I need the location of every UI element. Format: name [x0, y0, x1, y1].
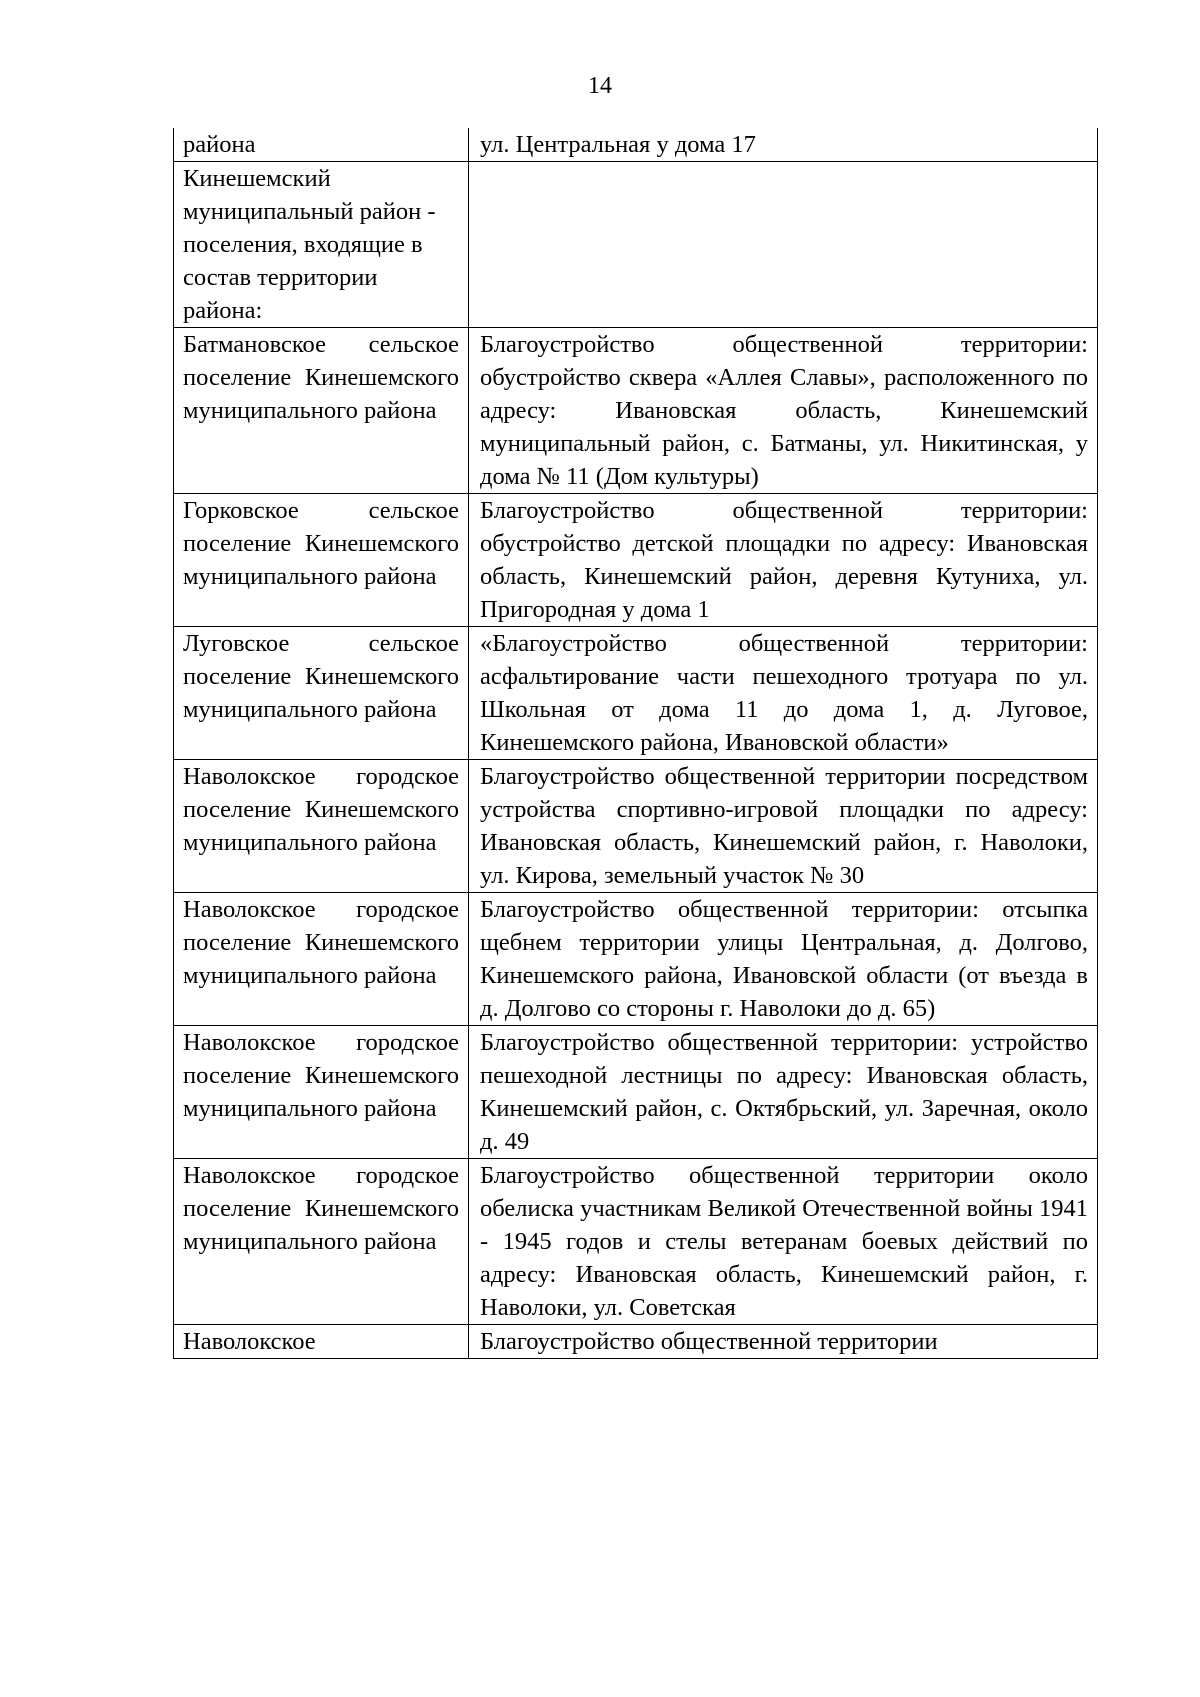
project-cell: Благоустройство общественной территории около обелиска участникам Великой Отечественной войны 1941 - 1945 годов и стелы ветеранам боевых действий по адресу: Ивановская область, Кинешемский район, г. Наволоки, ул. Советская — [469, 1159, 1098, 1325]
project-cell: Благоустройство общественной территории: отсыпка щебнем территории улицы Центральная, д. Долгово, Кинешемского района, Ивановской области (от въезда в д. Долгово со стороны г. Наволоки до д. 65) — [469, 893, 1098, 1026]
page-number: 14 — [588, 73, 612, 99]
table-row — [174, 1026, 1098, 1159]
table-row — [174, 328, 1098, 494]
municipality-cell: Наволокское городское поселение Кинешемского муниципального района — [174, 760, 469, 893]
municipality-cell: Наволокское городское поселение Кинешемского муниципального района — [174, 893, 469, 1026]
territories-table — [173, 128, 1098, 1359]
municipality-cell: Горковское сельское поселение Кинешемского муниципального района — [174, 494, 469, 627]
table-row — [174, 1325, 1098, 1359]
project-cell: Благоустройство общественной территории — [469, 1325, 1098, 1359]
municipality-cell: Луговское сельское поселение Кинешемского муниципального района — [174, 627, 469, 760]
project-cell: Благоустройство общественной территории: устройство пешеходной лестницы по адресу: Ивановская область, Кинешемский район, с. Октябрьский, ул. Заречная, около д. 49 — [469, 1026, 1098, 1159]
municipality-cell: Наволокское — [174, 1325, 469, 1359]
municipality-cell: Наволокское городское поселение Кинешемского муниципального района — [174, 1026, 469, 1159]
table-row — [174, 494, 1098, 627]
table-row — [174, 627, 1098, 760]
table-row — [174, 162, 1098, 328]
municipality-cell: Кинешемский муниципальный район - поселения, входящие в состав территории района: — [174, 162, 469, 328]
table-row — [174, 1159, 1098, 1325]
project-cell: ул. Центральная у дома 17 — [469, 128, 1098, 162]
municipality-cell: Батмановское сельское поселение Кинешемского муниципального района — [174, 328, 469, 494]
municipality-cell: Наволокское городское поселение Кинешемского муниципального района — [174, 1159, 469, 1325]
project-cell — [469, 162, 1098, 328]
table-row — [174, 760, 1098, 893]
table-row — [174, 893, 1098, 1026]
project-cell: Благоустройство общественной территории: обустройство детской площадки по адресу: Ивановская область, Кинешемский район, деревня Кутуниха, ул. Пригородная у дома 1 — [469, 494, 1098, 627]
municipality-cell: района — [174, 128, 469, 162]
project-cell: «Благоустройство общественной территории: асфальтирование части пешеходного тротуара по ул. Школьная от дома 11 до дома 1, д. Луговое, Кинешемского района, Ивановской области» — [469, 627, 1098, 760]
project-cell: Благоустройство общественной территории: обустройство сквера «Аллея Славы», расположенного по адресу: Ивановская область, Кинешемский муниципальный район, с. Батманы, ул. Никитинская, у дома № 11 (Дом культуры) — [469, 328, 1098, 494]
table-row — [174, 128, 1098, 162]
project-cell: Благоустройство общественной территории посредством устройства спортивно-игровой площадки по адресу: Ивановская область, Кинешемский район, г. Наволоки, ул. Кирова, земельный участок № 30 — [469, 760, 1098, 893]
